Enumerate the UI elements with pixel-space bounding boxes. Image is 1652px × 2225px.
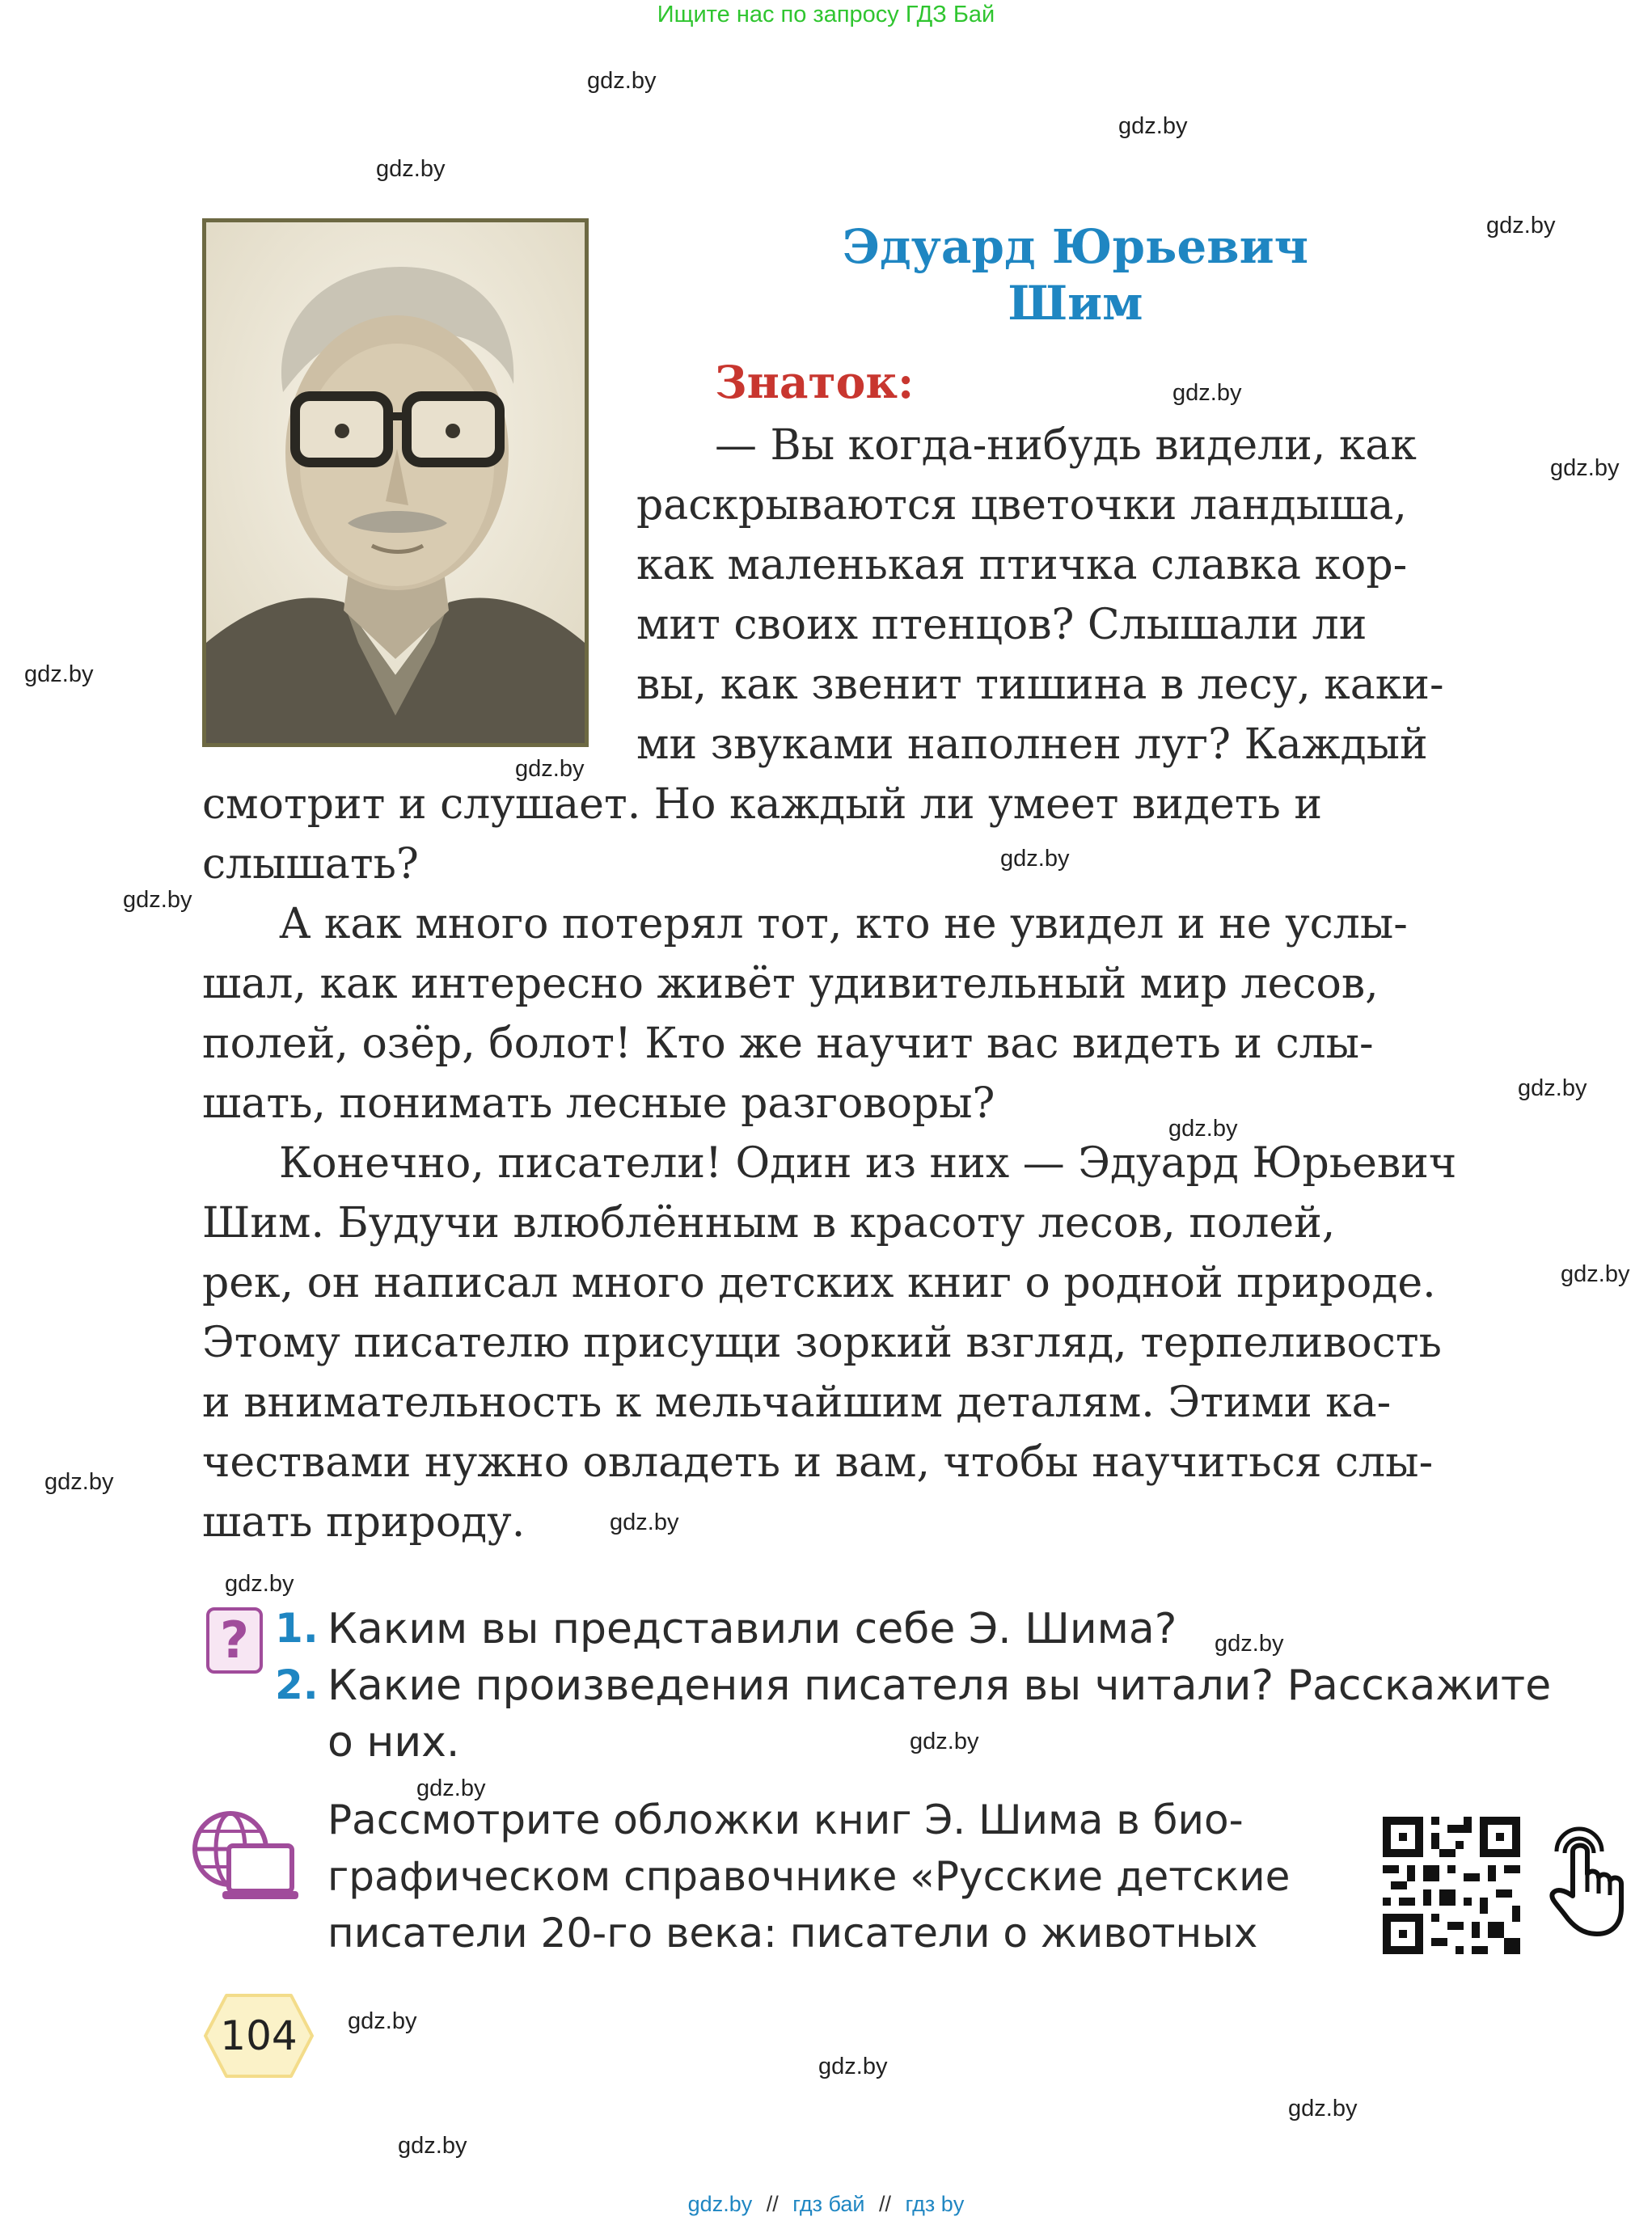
text-line: Конечно, писатели! Один из них — Эдуард Юрьевич [279,1139,1457,1188]
text-line: шать, понимать лесные разговоры? [202,1079,995,1128]
text-line: чествами нужно овладеть и вам, чтобы научиться слы- [202,1438,1434,1487]
task-line: писатели 20-го века: писатели о животных [327,1910,1258,1957]
text-line: смотрит и слушает. Но каждый ли умеет видеть и [202,780,1322,829]
globe-computer-icon [190,1807,303,1904]
text-line: Этому писателю присущи зоркий взгляд, терпеливость [202,1319,1442,1367]
watermark: gdz.by [610,1509,679,1535]
text-line: мит своих птенцов? Слышали ли [636,601,1367,649]
footer-separator: // [766,2192,779,2216]
author-portrait [202,218,589,747]
text-line: ми звуками наполнен луг? Каждый [636,720,1428,769]
page-number: 104 [220,2012,298,2059]
text-line: Шим. Будучи влюблённым в красоту лесов, полей, [202,1199,1336,1248]
footer-link-gdz-by[interactable]: gdz.by [687,2192,753,2216]
question-text-continuation: о них. [327,1718,460,1767]
watermark: gdz.by [910,1729,979,1754]
hand-pointer-icon[interactable] [1540,1819,1629,1940]
watermark: gdz.by [416,1775,486,1801]
speaker-label: Знаток: [715,356,915,408]
text-line: полей, озёр, болот! Кто же научит вас видеть и слы- [202,1020,1374,1068]
watermark: gdz.by [1561,1261,1630,1287]
watermark: gdz.by [1215,1631,1284,1657]
title-line-1: Эдуард Юрьевич [842,219,1309,274]
watermark: gdz.by [1288,2096,1358,2122]
portrait-illustration [206,222,585,743]
watermark: gdz.by [1172,380,1242,406]
watermark: gdz.by [123,887,192,913]
text-line: рек, он написал много детских книг о родной природе. [202,1259,1436,1307]
text-line: — Вы когда-нибудь видели, как [715,421,1417,470]
footer-link-gdz-by-cyr[interactable]: гдз by [905,2192,965,2216]
task-line: Рассмотрите обложки книг Э. Шима в био- [327,1796,1244,1843]
qr-code-icon[interactable] [1383,1817,1520,1954]
watermark: gdz.by [44,1469,114,1495]
task-line: графическом справочнике «Русские детские [327,1853,1291,1900]
text-line: и внимательность к мельчайшим деталям. Этими ка- [202,1378,1392,1427]
watermark: gdz.by [1118,113,1188,139]
top-banner[interactable]: Ищите нас по запросу ГДЗ Бай [657,2,995,27]
watermark: gdz.by [1518,1075,1587,1101]
question-number: 1. [275,1605,319,1652]
watermark: gdz.by [1168,1116,1238,1142]
title-line-2: Шим [1008,276,1143,331]
watermark: gdz.by [225,1571,294,1597]
text-line: вы, как звенит тишина в лесу, каки- [636,661,1444,709]
question-icon: ? [206,1607,263,1674]
question-text: Каким вы представили себе Э. Шима? [327,1605,1177,1653]
watermark: gdz.by [398,2133,467,2159]
text-line: раскрываются цветочки ландыша, [636,481,1407,530]
watermark: gdz.by [818,2054,888,2079]
watermark: gdz.by [1486,213,1556,239]
text-line: слышать? [202,840,419,889]
watermark: gdz.by [515,756,585,782]
footer-links [0,2192,1652,2217]
question-text: Какие произведения писателя вы читали? Расскажите [327,1661,1552,1710]
watermark: gdz.by [1000,846,1070,872]
watermark: gdz.by [587,68,657,94]
text-line: А как много потерял тот, кто не увидел и не услы- [279,900,1408,948]
text-line: как маленькая птичка славка кор- [636,541,1408,589]
text-line: шал, как интересно живёт удивительный мир лесов, [202,960,1379,1008]
watermark: gdz.by [24,661,94,687]
footer-link-gdz-bai[interactable]: гдз бай [792,2192,865,2216]
author-title [728,218,1423,331]
footer-separator: // [879,2192,892,2216]
watermark: gdz.by [1550,455,1620,481]
text-line: шать природу. [202,1498,526,1547]
watermark: gdz.by [348,2008,417,2034]
watermark: gdz.by [376,156,446,182]
question-number: 2. [275,1661,319,1708]
